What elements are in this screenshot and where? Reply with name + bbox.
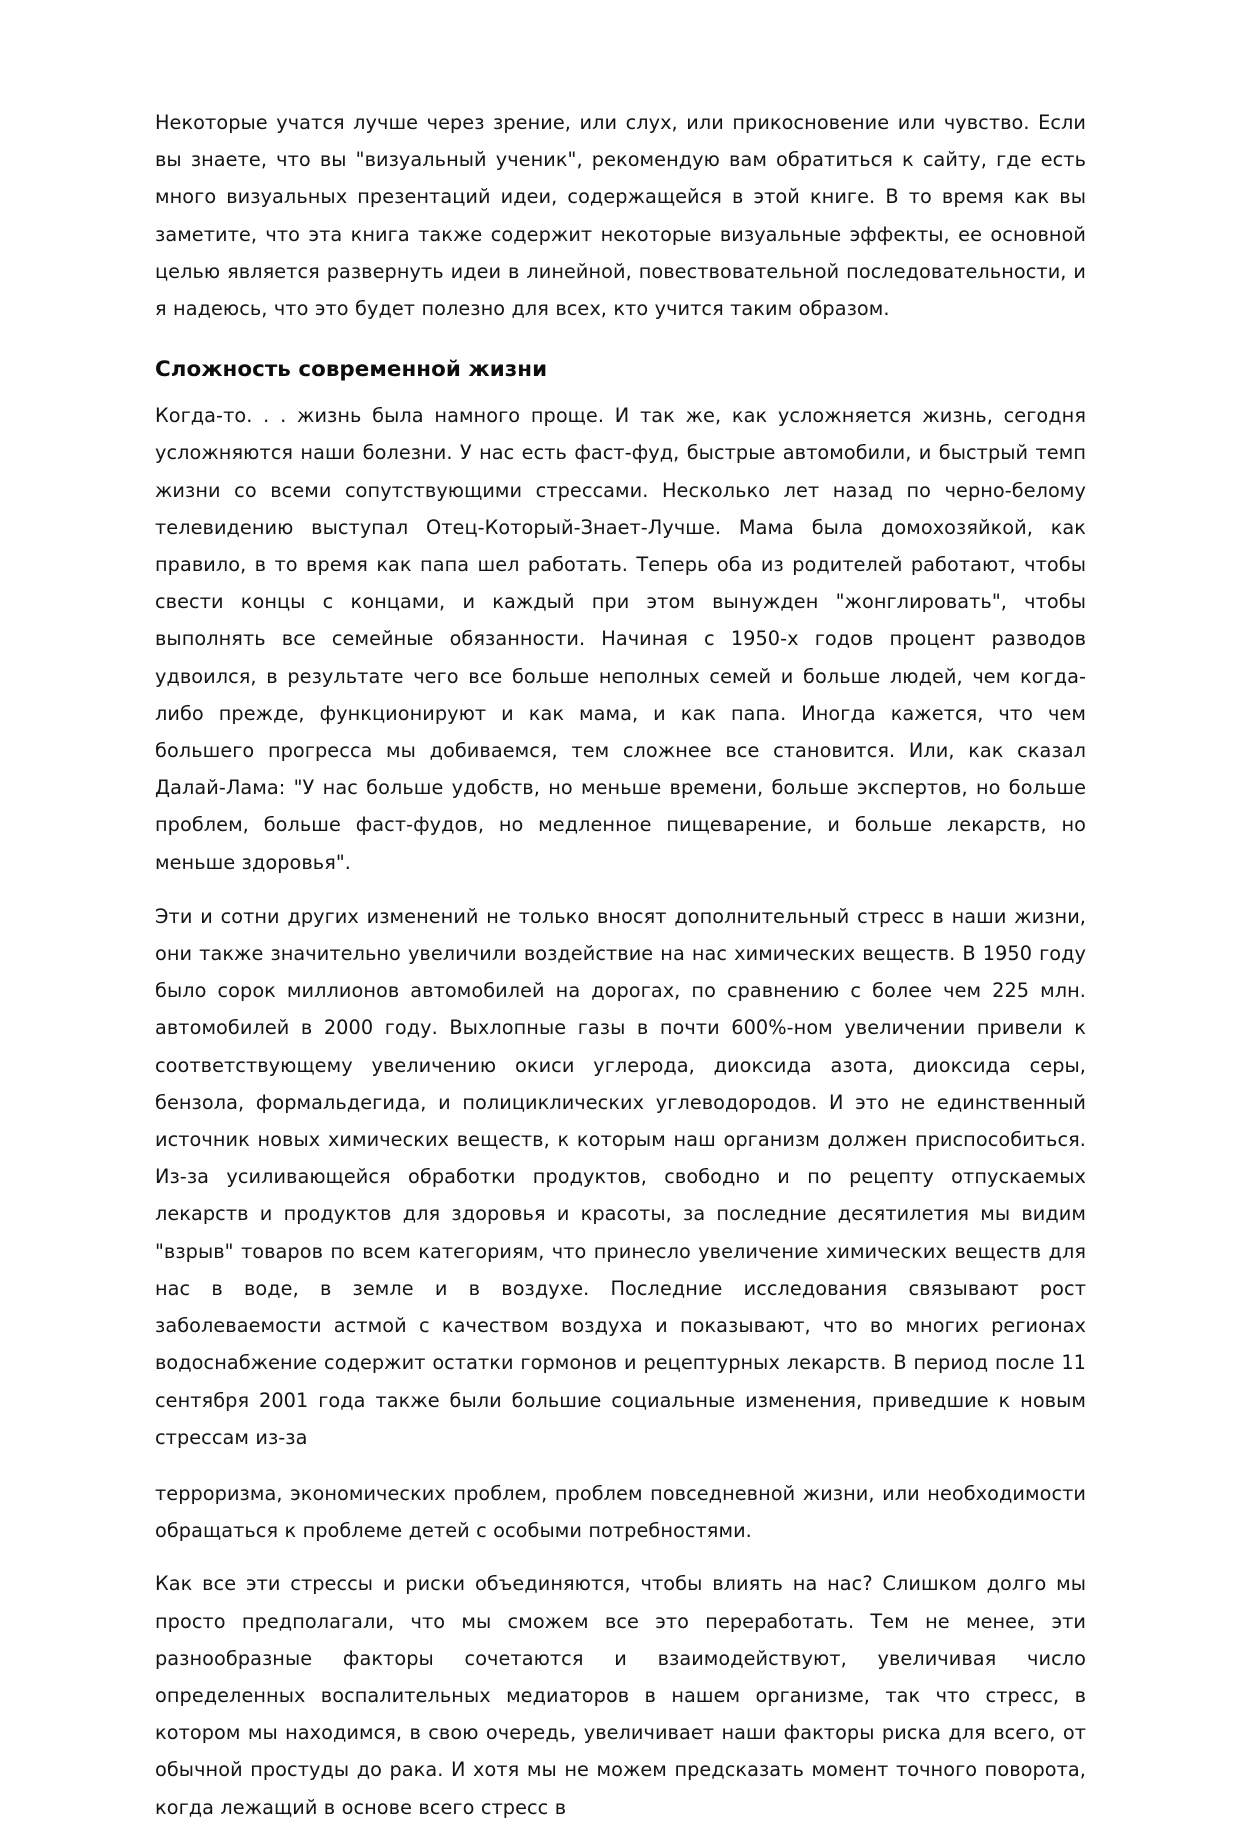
- paragraph-learning-styles: Некоторые учатся лучше через зрение, или слух, или прикосновение или чувство. Если вы знаете, что вы "визуальный ученик", рекомендую вам обратиться к сайту, где есть много визуальных презентаций идеи, содержащейся в этой книге. В то время как вы заметите, что эта книга также содержит некоторые визуальные эффекты, ее основной целью является развернуть идеи в линейной, повествовательной последовательности, и я надеюсь, что это будет полезно для всех, кто учится таким образом.: [155, 111, 1086, 321]
- spacer-after-fourth-paragraph: [155, 1549, 1086, 1565]
- text-column: [155, 104, 1086, 1826]
- spacer-after-heading: [155, 385, 1086, 397]
- spacer-after-third-paragraph: [155, 1456, 1086, 1475]
- spacer-after-second-paragraph: [155, 881, 1086, 898]
- paragraph-terrorism-continuation: терроризма, экономических проблем, проблем повседневной жизни, или необходимости обращаться к проблеме детей с особыми потребностями.: [155, 1481, 1086, 1543]
- paragraph-chemical-exposure: Эти и сотни других изменений не только вносят дополнительный стресс в наши жизни, они также значительно увеличили воздействие на нас химических веществ. В 1950 году было сорок миллионов автомобилей на дорогах, по сравнению с более чем 225 млн. автомобилей в 2000 году. Выхлопные газы в почти 600%-ном увеличении привели к соответствующему увеличению окиси углерода, диоксида азота, диоксида серы, бензола, формальдегида, и полициклических углеводородов. И это не единственный источник новых химических веществ, к которым наш организм должен приспособиться. Из-за усиливающейся обработки продуктов, свободно и по рецепту отпускаемых лекарств и продуктов для здоровья и красоты, за последние десятилетия мы видим "взрыв" товаров по всем категориям, что принесло увеличение химических веществ для нас в воде, в земле и в воздухе. Последние исследования связывают рост заболеваемости астмой с качеством воздуха и показывают, что во многих регионах водоснабжение содержит остатки гормонов и рецептурных лекарств. В период после 11 сентября 2001 года также были большие социальные изменения, приведшие к новым стрессам из-за: [155, 904, 1086, 1449]
- heading-complexity-of-modern-life: Сложность современной жизни: [155, 357, 548, 383]
- paragraph-life-was-simpler: Когда-то. . . жизнь была намного проще. И так же, как усложняется жизнь, сегодня усложняются наши болезни. У нас есть фаст-фуд, быстрые автомобили, и быстрый темп жизни со всеми сопутствующими стрессами. Несколько лет назад по черно-белому телевидению выступал Отец-Который-Знает-Лучше. Мама была домохозяйкой, как правило, в то время как папа шел работать. Теперь оба из родителей работают, чтобы свести концы с концами, и каждый при этом вынужден "жонглировать", чтобы выполнять все семейные обязанности. Начиная с 1950-х годов процент разводов удвоился, в результате чего все больше неполных семей и больше людей, чем когда-либо прежде, функционируют и как мама, и как папа. Иногда кажется, что чем большего прогресса мы добиваемся, тем сложнее все становится. Или, как сказал Далай-Лама: "У нас больше удобств, но меньше времени, больше экспертов, но больше проблем, больше фаст-фудов, но медленное пищеварение, и больше лекарств, но меньше здоровья".: [155, 404, 1086, 874]
- spacer-after-first-paragraph: [155, 327, 1086, 355]
- paragraph-combined-stressors: Как все эти стрессы и риски объединяются, чтобы влиять на нас? Слишком долго мы просто предполагали, что мы сможем все это переработать. Тем не менее, эти разнообразные факторы сочетаются и взаимодействуют, увеличивая число определенных воспалительных медиаторов в нашем организме, так что стресс, в котором мы находимся, в свою очередь, увеличивает наши факторы риска для всего, от обычной простуды до рака. И хотя мы не можем предсказать момент точного поворота, когда лежащий в основе всего стресс в: [155, 1572, 1086, 1819]
